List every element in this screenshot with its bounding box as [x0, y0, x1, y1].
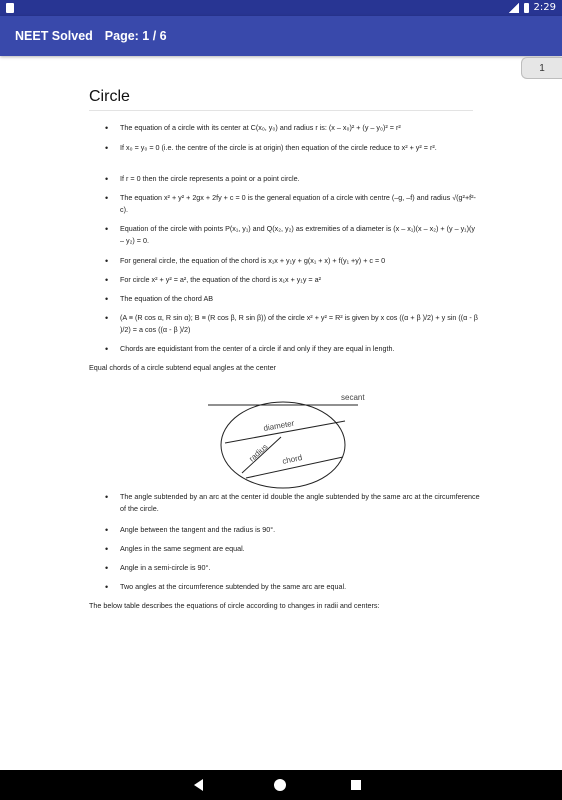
list-item: • Chords are equidistant from the center of a circle if and only if they are equal in length.	[120, 343, 480, 355]
list-item: • The equation of a circle with its center at C(x₀, y₀) and radius r is: (x – x₀)² + (y – y₀)² = r²	[120, 122, 480, 134]
signal-icon	[509, 3, 519, 13]
app-title: NEET Solved	[15, 29, 93, 43]
title-divider	[89, 110, 473, 111]
status-right	[509, 2, 556, 14]
page-indicator: Page: 1 / 6	[104, 29, 167, 43]
back-icon[interactable]	[180, 770, 220, 800]
list-item: • Angle in a semi-circle is 90°.	[120, 562, 480, 574]
app-bar	[0, 16, 562, 56]
secant-label: secant	[341, 393, 365, 402]
list-item: • (A ≡ (R cos α, R sin α); B ≡ (R cos β, R sin β)) of the circle x² + y² = R² is given by x cos ((α + β )/2) + y sin ((α - β )/2) = a cos ((α - β )/2)	[120, 312, 480, 336]
sd-card-icon	[6, 3, 14, 13]
list-item: • Two angles at the circumference subtended by the same arc are equal.	[120, 581, 480, 593]
list-item: • The equation of the chord AB	[120, 293, 480, 305]
list-item: • For circle x² + y² = a², the equation of the chord is x₁x + y₁y = a²	[120, 274, 480, 286]
page-number-badge[interactable]: 1	[521, 57, 562, 79]
diameter-label: diameter	[262, 418, 295, 433]
battery-icon	[524, 3, 529, 13]
document-title: Circle	[89, 88, 130, 105]
list-item: • For general circle, the equation of the chord is x₁x + y₁y + g(x₁ + x) + f(y₁ +y) + c = 0	[120, 255, 480, 267]
status-time: 2:29	[533, 2, 556, 13]
paragraph: The below table describes the equations of circle according to changes in radii and centers:	[89, 601, 380, 610]
list-item: • The angle subtended by an arc at the center id double the angle subtended by the same arc at the circumference of the circle.	[120, 491, 480, 515]
list-item: • If r = 0 then the circle represents a point or a point circle.	[120, 173, 480, 185]
list-item: • Angles in the same segment are equal.	[120, 543, 480, 555]
status-bar	[0, 0, 562, 16]
navigation-bar	[0, 770, 562, 800]
home-icon[interactable]	[261, 770, 301, 800]
radius-label: radius	[247, 442, 270, 464]
list-item: • Angle between the tangent and the radius is 90°.	[120, 524, 480, 536]
circle-diagram	[208, 391, 365, 501]
recent-apps-icon[interactable]	[337, 770, 377, 800]
chord-label: chord	[281, 452, 303, 466]
list-item: • The equation x² + y² + 2gx + 2fy + c = 0 is the general equation of a circle with centre (–g, –f) and radius √(g²+f²-c).	[120, 192, 480, 216]
circle-outline	[221, 402, 345, 488]
paragraph: Equal chords of a circle subtend equal angles at the center	[89, 363, 276, 372]
pdf-page[interactable]	[0, 70, 562, 770]
list-item: • If x₀ = y₀ = 0 (i.e. the centre of the circle is at origin) then equation of the circle reduce to x² + y² = r².	[120, 142, 480, 154]
list-item: • Equation of the circle with points P(x₁, y₁) and Q(x₂, y₂) as extremities of a diameter is (x – x₁)(x – x₂) + (y – y₁)(y – y₂) = 0.	[120, 223, 480, 247]
